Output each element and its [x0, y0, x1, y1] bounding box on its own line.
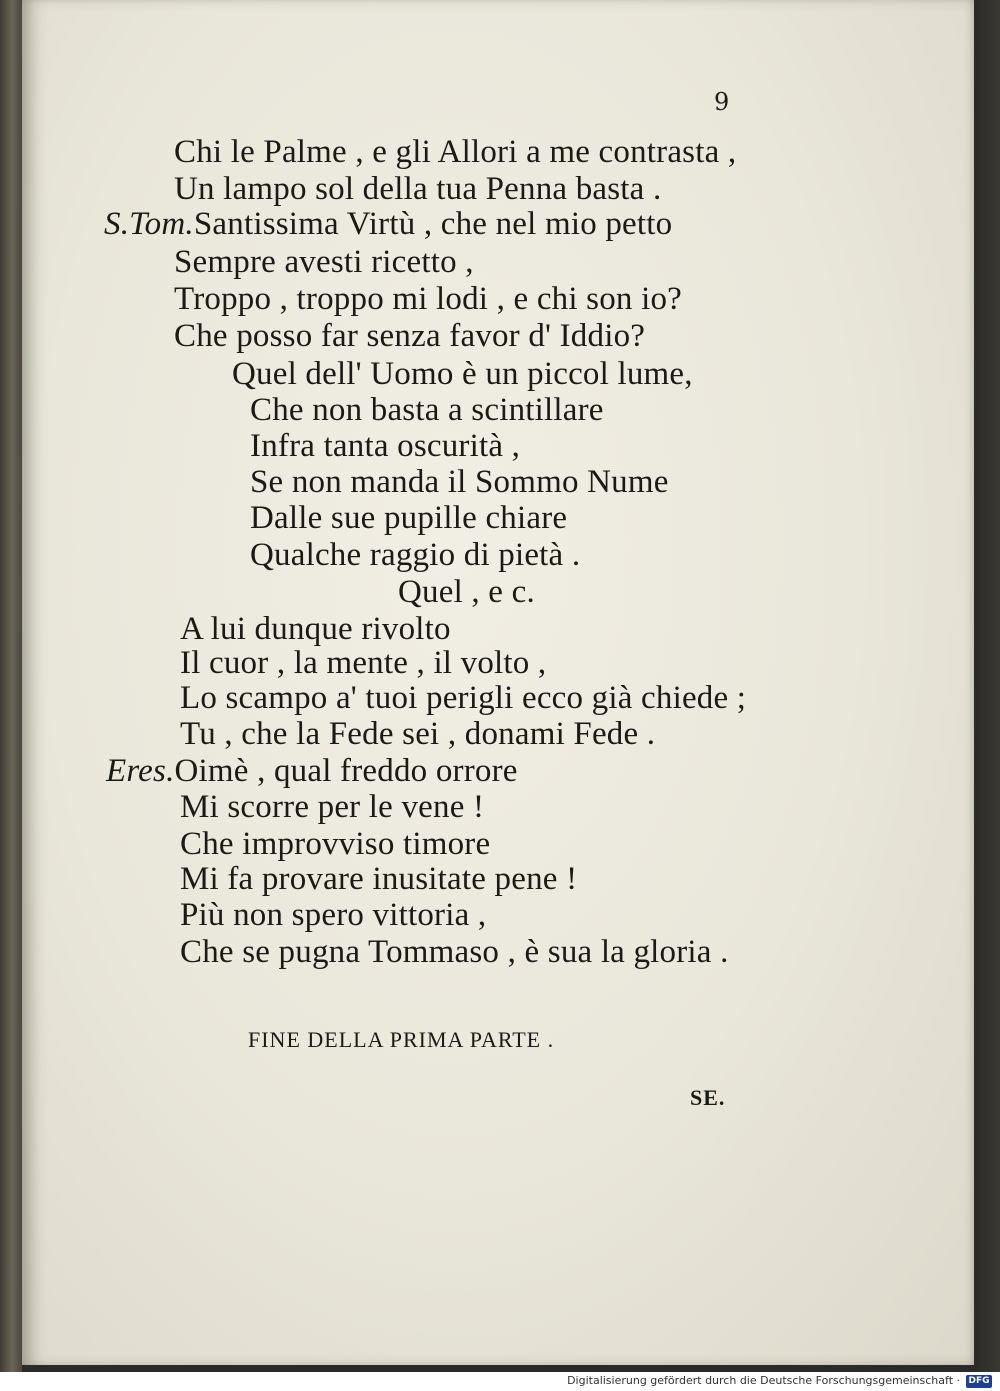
verse-text: Più non spero vittoria ,: [180, 897, 487, 933]
verse-text: Troppo , troppo mi lodi , e chi son io?: [174, 281, 682, 317]
verse-text: Mi scorre per le vene !: [180, 789, 485, 825]
verse-text: Lo scampo a' tuoi perigli ecco già chiede ;: [180, 680, 747, 716]
verse-line: [180, 645, 546, 681]
verse-line: [180, 716, 655, 752]
catchword: SE.: [690, 1085, 726, 1110]
verse-line: [180, 934, 729, 970]
verse-text: Quel , e c.: [398, 574, 535, 610]
verse-text: Infra tanta oscurità ,: [250, 428, 521, 464]
end-of-part-heading: FINE DELLA PRIMA PARTE .: [248, 1027, 555, 1052]
verse-line: [180, 680, 746, 716]
verse-line: [398, 574, 535, 610]
speaker-label: Eres.: [106, 753, 175, 789]
verse-line: [174, 134, 736, 170]
verse-line: [174, 281, 682, 317]
verse-line: [250, 392, 604, 428]
verse-text: Sempre avesti ricetto ,: [174, 244, 474, 280]
verse-line: [232, 356, 693, 392]
verse-text: Mi fa provare inusitate pene !: [180, 861, 578, 897]
verse-text: Il cuor , la mente , il volto ,: [180, 645, 547, 681]
page-number: 9: [714, 88, 730, 116]
book-cover-right: [974, 0, 1000, 1372]
verse-text: Qualche raggio di pietà .: [250, 537, 581, 573]
verse-line: [180, 826, 490, 862]
verse-text: Che posso far senza favor d' Iddio?: [174, 318, 646, 354]
verse-text: A lui dunque rivolto: [180, 611, 451, 647]
verse-line: [180, 789, 484, 825]
verse-line: [104, 206, 672, 242]
book-cover-left: [0, 0, 22, 1372]
verse-line: [106, 753, 518, 789]
verse-line: [180, 861, 577, 897]
verse-line: [180, 897, 486, 933]
verse-line: [250, 464, 669, 500]
verse-line: [250, 428, 520, 464]
dfg-logo-icon: DFG: [966, 1375, 992, 1388]
verse-text: Santissima Virtù , che nel mio petto: [193, 206, 673, 242]
verse-text: Un lampo sol della tua Penna basta .: [174, 171, 662, 207]
verse-text: Tu , che la Fede sei , donami Fede .: [180, 716, 656, 752]
verse-text: Che improvviso timore: [180, 826, 491, 862]
speaker-label: S.Tom.: [104, 206, 194, 242]
digitization-footer: [0, 1372, 1000, 1391]
verse-line: [174, 171, 661, 207]
verse-line: [174, 318, 645, 354]
verse-text: Che se pugna Tommaso , è sua la gloria .: [180, 934, 729, 970]
verse-text: Dalle sue pupille chiare: [250, 500, 568, 536]
verse-text: Se non manda il Sommo Nume: [250, 464, 669, 500]
verse-text: Quel dell' Uomo è un piccol lume,: [232, 356, 693, 392]
verse-line: [250, 500, 567, 536]
verse-text: Oimè , qual freddo orrore: [174, 753, 518, 789]
verse-line: [250, 537, 580, 573]
footer-credit: Digitalisierung gefördert durch die Deutsche Forschungsgemeinschaft ·: [567, 1374, 960, 1387]
verse-line: [180, 611, 451, 647]
verse-text: Che non basta a scintillare: [250, 392, 604, 428]
verse-text: Chi le Palme , e gli Allori a me contrasta ,: [174, 134, 737, 170]
verse-line: [174, 244, 474, 280]
